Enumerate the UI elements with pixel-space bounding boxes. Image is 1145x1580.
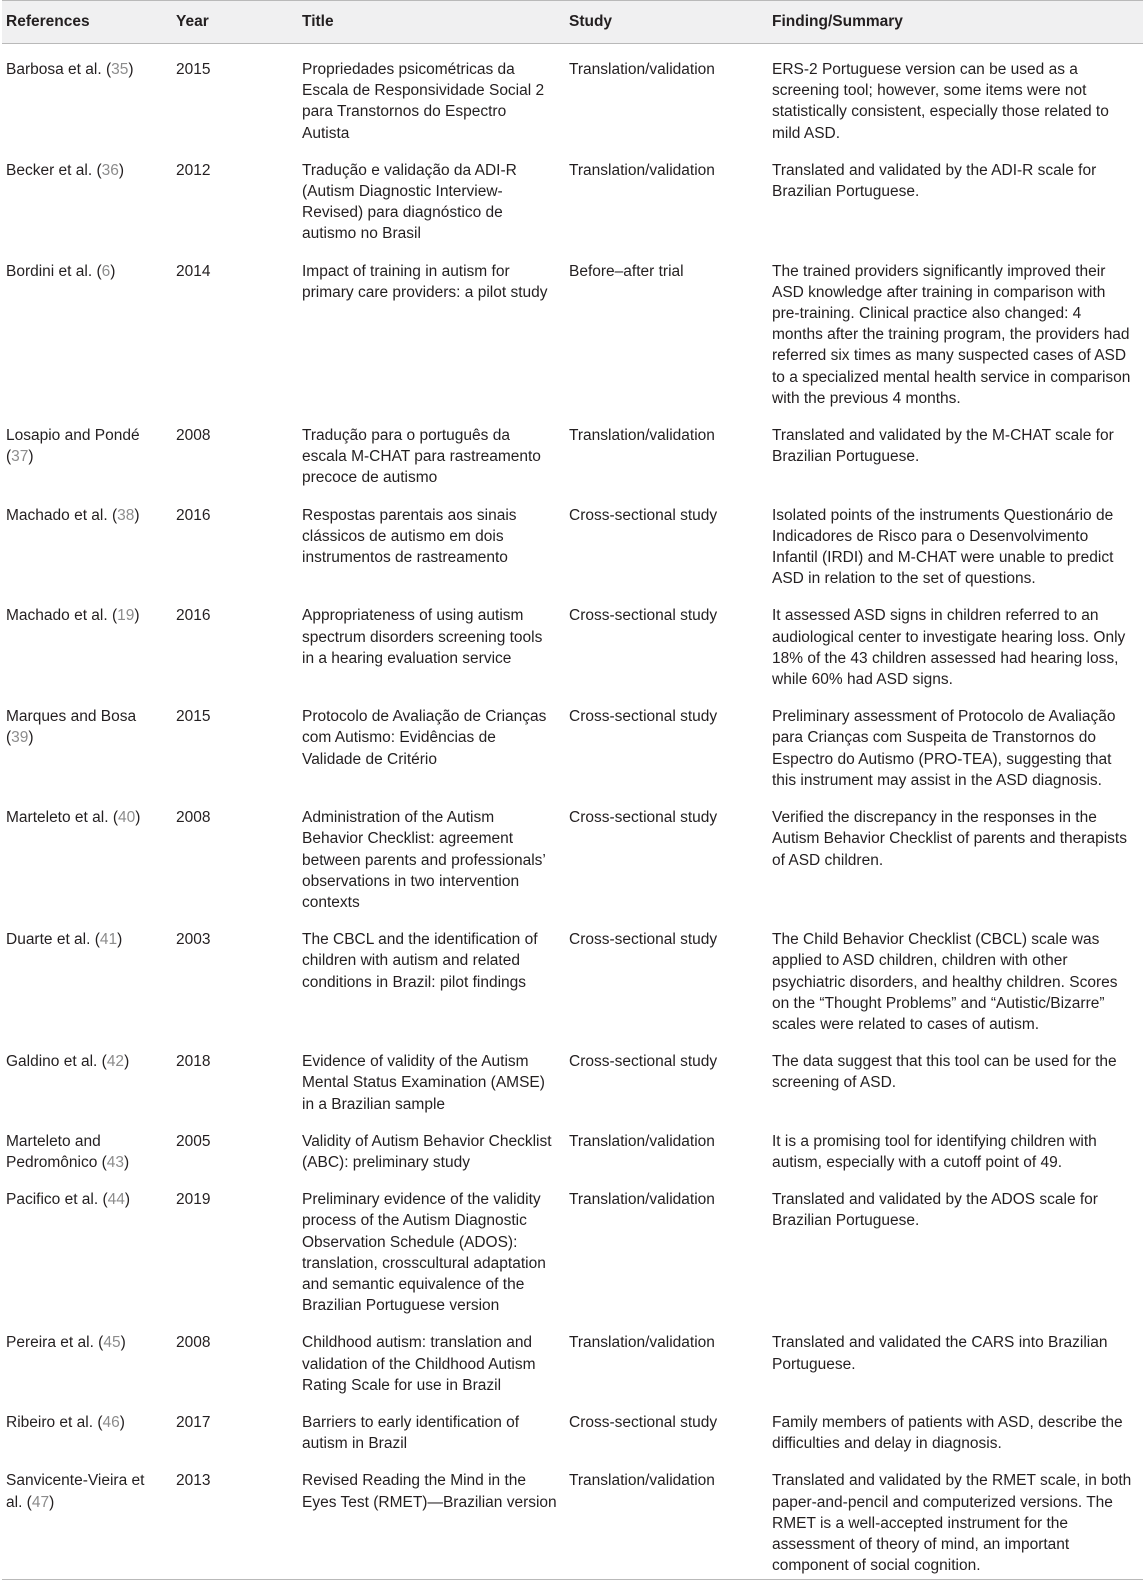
reference-number-link[interactable]: 46 — [102, 1413, 120, 1431]
cell-finding: It assessed ASD signs in children referred to an audiological center to investigate hearing loss. Only 18% of the 43 children assessed had hearing loss, while 60% had ASD signs. — [772, 607, 1126, 689]
table-row — [2, 692, 1143, 793]
cell-title: Propriedades psicométricas da Escala de Responsividade Social 2 para Transtornos do Espectro Autista — [302, 61, 545, 142]
cell-year: 2018 — [176, 1053, 211, 1071]
cell-study: Cross-sectional study — [569, 1413, 718, 1431]
cell-reference — [2, 247, 172, 411]
reference-author: Marques and Bosa ( — [6, 708, 137, 747]
reference-author: Barbosa et al. ( — [6, 61, 112, 78]
cell-study: Cross-sectional study — [569, 809, 718, 827]
cell-finding: Preliminary assessment of Protocolo de Avaliação para Crianças com Suspeita de Transtornos do Espectro do Autismo (PRO-TEA), suggesting that this instrument may assist in the ASD diagnosis. — [772, 708, 1116, 789]
cell-reference — [2, 591, 172, 692]
cell-finding: Translated and validated by the RMET scale, in both paper-and-pencil and computerized versions. The RMET is a well-accepted instrument for the assessment of theory of mind, an important component of social cognition. — [768, 1456, 1143, 1580]
cell-finding: Translated and validated by the ADOS scale for Brazilian Portuguese. — [772, 1191, 1098, 1230]
table-body — [2, 44, 1143, 1580]
cell-title: Protocolo de Avaliação de Crianças com Autismo: Evidências de Validade de Critério — [302, 708, 547, 768]
cell-reference — [2, 1175, 172, 1318]
cell-study: Translation/validation — [565, 1456, 768, 1580]
reference-author: Sanvicente-Vieira et al. ( — [6, 1472, 145, 1511]
cell-reference — [2, 1318, 172, 1398]
header-year: Year — [172, 1, 298, 44]
cell-study: Translation/validation — [569, 161, 715, 179]
table-row — [2, 146, 1143, 247]
cell-year: 2017 — [176, 1413, 211, 1431]
reference-close-paren: ) — [124, 1191, 131, 1209]
cell-finding: ERS-2 Portuguese version can be used as a screening tool; however, some items were not statistically consistent, especially those related to mild ASD. — [772, 61, 1109, 142]
cell-year: 2008 — [176, 427, 211, 445]
cell-title: Childhood autism: translation and validation of the Childhood Autism Rating Scale for use in Brazil — [302, 1334, 536, 1394]
cell-reference — [2, 1037, 172, 1117]
reference-author: Pacifico et al. ( — [6, 1191, 108, 1209]
cell-year: 2014 — [176, 262, 211, 280]
reference-number-link[interactable]: 39 — [11, 729, 29, 747]
reference-close-paren: ) — [124, 1053, 130, 1071]
cell-year: 2008 — [176, 809, 211, 827]
reference-close-paren: ) — [110, 262, 116, 280]
table-row — [2, 1398, 1143, 1456]
reference-author: Ribeiro et al. ( — [6, 1413, 103, 1431]
cell-title: Preliminary evidence of the validity process of the Autism Diagnostic Observation Schedule (ADOS): translation, crosscultural adaptation and semantic equivalence of the Brazilian Portuguese version — [302, 1191, 546, 1315]
reference-close-paren: ) — [134, 506, 140, 524]
cell-title: Tradução e validação da ADI-R (Autism Diagnostic Interview-Revised) para diagnóstico de autismo no Brasil — [302, 161, 517, 243]
cell-reference — [2, 1117, 172, 1175]
cell-reference — [2, 793, 172, 915]
reference-author: Galdino et al. ( — [6, 1053, 107, 1071]
header-title: Title — [298, 1, 565, 44]
reference-author: Pereira et al. ( — [6, 1334, 104, 1352]
reference-author: Becker et al. ( — [6, 161, 102, 179]
table-row — [2, 591, 1143, 692]
header-references: References — [2, 1, 172, 44]
cell-year: 2015 — [176, 708, 211, 726]
cell-title: Revised Reading the Mind in the Eyes Test (RMET)—Brazilian version — [298, 1456, 565, 1580]
reference-number-link[interactable]: 44 — [107, 1191, 125, 1209]
cell-reference — [2, 146, 172, 247]
cell-title: Appropriateness of using autism spectrum disorders screening tools in a hearing evaluation service — [302, 607, 543, 667]
cell-study: Translation/validation — [569, 1132, 715, 1150]
reference-number-link[interactable]: 47 — [31, 1493, 50, 1511]
reference-author: Losapio and Pondé ( — [6, 427, 140, 466]
table-row — [2, 491, 1143, 592]
cell-year: 2016 — [176, 506, 211, 524]
reference-number-link[interactable]: 40 — [118, 809, 136, 827]
table-header — [2, 1, 1143, 44]
reference-number-link[interactable]: 41 — [99, 931, 118, 949]
cell-finding: Verified the discrepancy in the responses in the Autism Behavior Checklist of parents and therapists of ASD children. — [772, 809, 1127, 869]
reference-number-link[interactable]: 6 — [101, 262, 111, 280]
reference-close-paren: ) — [135, 809, 141, 827]
reference-close-paren: ) — [49, 1493, 55, 1511]
cell-year: 2019 — [176, 1191, 211, 1209]
table-row — [2, 1175, 1143, 1318]
reference-author: Machado et al. ( — [6, 506, 118, 524]
cell-year: 2008 — [176, 1334, 211, 1352]
reference-author: Machado et al. ( — [6, 607, 118, 625]
reference-number-link[interactable]: 42 — [106, 1053, 125, 1071]
table-row — [2, 1037, 1143, 1117]
table-row — [2, 44, 1143, 146]
cell-finding: Translated and validated by the M-CHAT scale for Brazilian Portuguese. — [772, 427, 1114, 466]
cell-finding: Translated and validated the CARS into Brazilian Portuguese. — [772, 1334, 1108, 1373]
cell-finding: Isolated points of the instruments Questionário de Indicadores de Risco para o Desenvolvimento Infantil (IRDI) and M-CHAT were unable to predict ASD in relation to the set of questions. — [772, 506, 1114, 588]
references-table — [2, 0, 1143, 1580]
cell-study: Translation/validation — [569, 1334, 715, 1352]
cell-title: Impact of training in autism for primary care providers: a pilot study — [302, 262, 548, 301]
cell-study: Cross-sectional study — [569, 607, 718, 625]
cell-title: Evidence of validity of the Autism Mental Status Examination (AMSE) in a Brazilian sample — [302, 1053, 545, 1113]
cell-year: 2003 — [176, 931, 211, 949]
table-row — [2, 1117, 1143, 1175]
reference-author: Marteleto et al. ( — [6, 809, 118, 827]
reference-close-paren: ) — [119, 1413, 125, 1431]
cell-year: 2012 — [176, 161, 211, 179]
table-row — [2, 1456, 1143, 1580]
reference-number-link[interactable]: 37 — [11, 448, 29, 466]
cell-reference — [2, 491, 172, 592]
reference-close-paren: ) — [120, 1334, 126, 1352]
reference-close-paren: ) — [28, 448, 34, 466]
cell-finding: The Child Behavior Checklist (CBCL) scale was applied to ASD children, children with other psychiatric disorders, and healthy children. Scores on the “Thought Problems” and “Autistic/Bizarre” scales were related to cases of autism. — [772, 931, 1118, 1033]
reference-close-paren: ) — [128, 61, 134, 78]
cell-study: Translation/validation — [569, 427, 715, 445]
reference-author: Bordini et al. ( — [6, 262, 102, 280]
cell-reference — [2, 1456, 172, 1580]
cell-reference — [2, 411, 172, 491]
cell-study: Before–after trial — [569, 262, 684, 280]
cell-finding: Family members of patients with ASD, describe the difficulties and delay in diagnosis. — [772, 1413, 1123, 1453]
cell-title: The CBCL and the identification of children with autism and related conditions in Brazil: pilot findings — [302, 931, 538, 991]
cell-title: Administration of the Autism Behavior Checklist: agreement between parents and professionals’ observations in two intervention contexts — [302, 809, 546, 911]
table-row — [2, 915, 1143, 1037]
cell-study: Cross-sectional study — [569, 1053, 718, 1071]
reference-close-paren: ) — [28, 729, 34, 747]
cell-study: Translation/validation — [569, 1191, 715, 1209]
cell-finding: Translated and validated by the ADI-R scale for Brazilian Portuguese. — [772, 161, 1097, 201]
cell-year: 2013 — [172, 1456, 298, 1580]
cell-study: Translation/validation — [569, 61, 715, 78]
reference-number-link[interactable]: 19 — [117, 607, 135, 625]
table-row — [2, 411, 1143, 491]
reference-close-paren: ) — [124, 1153, 130, 1171]
reference-close-paren: ) — [117, 931, 123, 949]
cell-finding: The trained providers significantly improved their ASD knowledge after training in comparison with pre-training. Clinical practice also changed: 4 months after the training program, the providers had referred six times as many suspected cases of ASD to a specialized mental health service in comparison with the previous 4 months. — [772, 262, 1131, 407]
cell-title: Barriers to early identification of autism in Brazil — [302, 1413, 520, 1453]
cell-year: 2016 — [176, 607, 211, 625]
cell-finding: The data suggest that this tool can be used for the screening of ASD. — [772, 1053, 1117, 1092]
reference-number-link[interactable]: 38 — [117, 506, 135, 524]
cell-reference — [2, 692, 172, 793]
cell-title: Tradução para o português da escala M-CHAT para rastreamento precoce de autismo — [302, 427, 541, 487]
cell-reference — [2, 44, 172, 146]
reference-number-link[interactable]: 43 — [106, 1153, 125, 1171]
reference-author: Duarte et al. ( — [6, 931, 100, 949]
cell-finding: It is a promising tool for identifying children with autism, especially with a cutoff point of 49. — [772, 1132, 1097, 1171]
table-row — [2, 1318, 1143, 1398]
cell-year: 2005 — [176, 1132, 211, 1150]
reference-close-paren: ) — [134, 607, 140, 625]
reference-close-paren: ) — [118, 161, 125, 179]
header-row — [2, 1, 1143, 44]
cell-title: Respostas parentais aos sinais clássicos de autismo em dois instrumentos de rastreamento — [302, 506, 517, 567]
header-study: Study — [565, 1, 768, 44]
cell-year: 2015 — [176, 61, 211, 78]
cell-reference — [2, 1398, 172, 1456]
cell-title: Validity of Autism Behavior Checklist (ABC): preliminary study — [302, 1132, 552, 1171]
header-finding-summary: Finding/Summary — [768, 1, 1143, 44]
reference-author: Marteleto and Pedromônico ( — [6, 1132, 107, 1171]
cell-study: Cross-sectional study — [569, 506, 718, 524]
cell-study: Cross-sectional study — [569, 708, 718, 726]
cell-reference — [2, 915, 172, 1037]
reference-number-link[interactable]: 36 — [101, 161, 119, 179]
cell-study: Cross-sectional study — [569, 931, 718, 949]
table-row — [2, 793, 1143, 915]
reference-number-link[interactable]: 45 — [103, 1334, 121, 1352]
reference-number-link[interactable]: 35 — [111, 61, 129, 78]
table-row — [2, 247, 1143, 411]
